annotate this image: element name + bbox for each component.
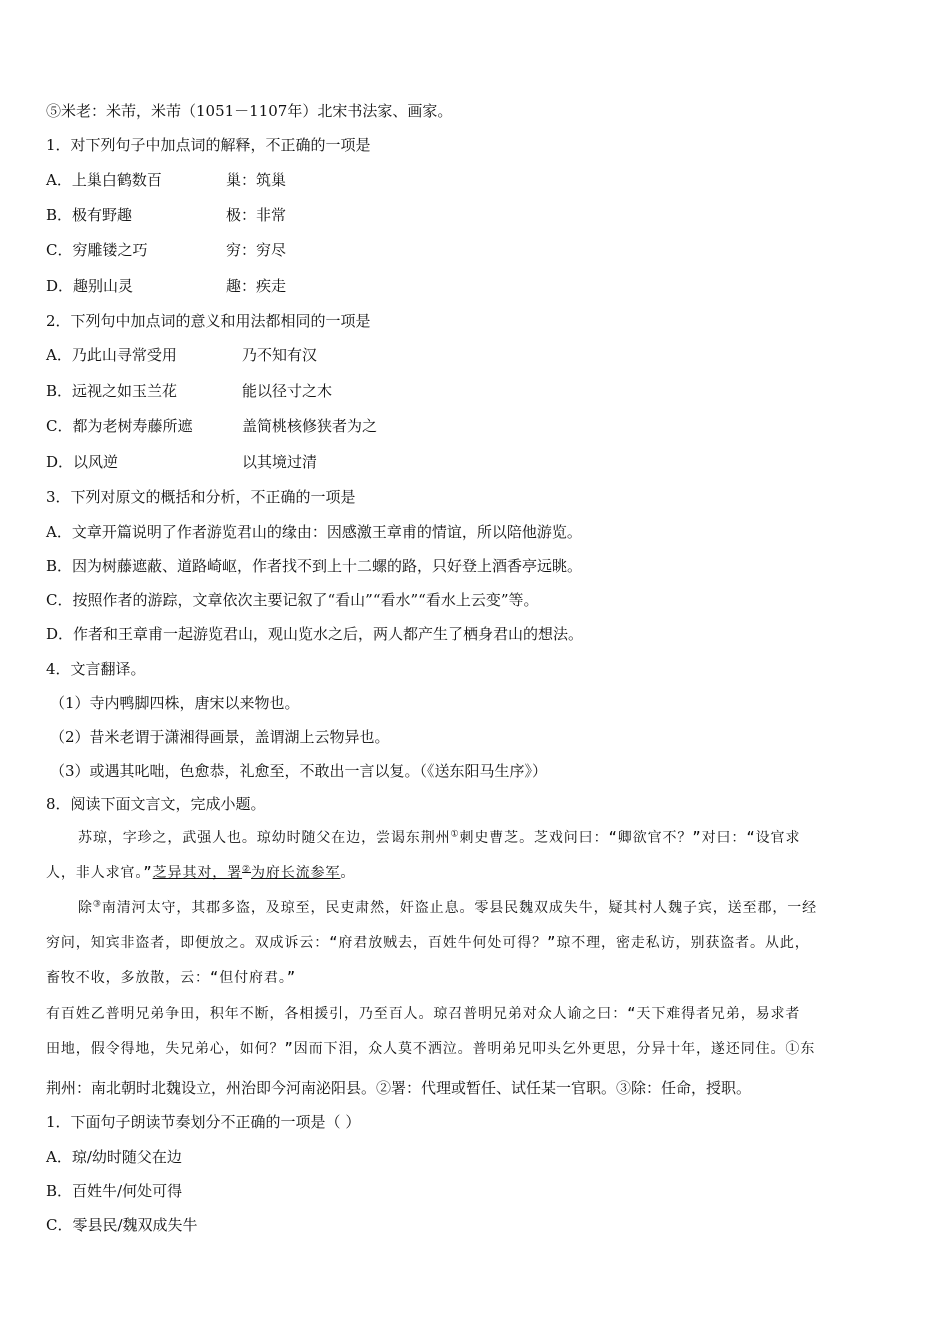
question-2-option-a-compare: 乃不知有汉: [242, 346, 318, 364]
question-1-option-a-explanation: 巢：筑巢: [226, 171, 287, 189]
passage-text: 刺史曹芝。芝戏问曰：“卿欲官不？”对曰：“设官求: [459, 830, 801, 846]
question-1-option-c-explanation: 穷：穷尽: [226, 241, 287, 259]
question-3-stem: 3．下列对原文的概括和分析，不正确的一项是: [46, 488, 356, 506]
passage-paragraph-1-line-1: [78, 828, 800, 848]
passage-paragraph-2-line-3: 畜牧不收，多放散，云：“但付府君。”: [46, 970, 297, 986]
reading-question-1-option-a: A．琼/幼时随父在边: [46, 1148, 182, 1166]
passage-text: 人，非人求官。”: [46, 865, 153, 881]
underlined-sentence: 为府长流参军: [251, 865, 341, 881]
question-2-stem: 2．下列句中加点词的意义和用法都相同的一项是: [46, 312, 371, 330]
reading-question-1-stem: 1．下面句子朗读节奏划分不正确的一项是（ ）: [46, 1113, 361, 1131]
question-3-option-b: B．因为树藤遮蔽、道路崎岖，作者找不到上十二螺的路，只好登上酒香亭远眺。: [46, 557, 583, 575]
question-1-option-d: D．趣别山灵: [46, 277, 134, 295]
question-2-option-d-compare: 以其境过清: [242, 453, 318, 471]
question-4-item-3: （3）或遇其叱咄，色愈恭，礼愈至，不敢出一言以复。（《送东阳马生序》）: [50, 762, 548, 780]
question-1-option-c: C．穷雕镂之巧: [46, 241, 148, 259]
question-2-option-b-compare: 能以径寸之木: [242, 382, 333, 400]
passage-text: 南清河太守，其郡多盗，及琼至，民吏肃然，奸盗止息。零县民魏双成失牛，疑其村人魏子宾，送至郡，一经: [101, 900, 818, 916]
question-3-option-d: D．作者和王章甫一起游览君山，观山览水之后，两人都产生了栖身君山的想法。: [46, 625, 584, 643]
reading-question-1-option-c: C．零县民/魏双成失牛: [46, 1216, 198, 1234]
question-1-option-b-explanation: 极：非常: [226, 206, 287, 224]
passage-footnotes: 荆州：南北朝时北魏设立，州治即今河南泌阳县。②署：代理或暂任、试任某一官职。③除：任命，授职。: [46, 1079, 752, 1097]
passage-text: 除: [78, 900, 93, 916]
question-1-option-a: A．上巢白鹤数百: [46, 171, 162, 189]
question-4-item-2: （2）昔米老谓于潇湘得画景，盖谓湖上云物异也。: [50, 728, 390, 746]
reading-question-1-option-b: B．百姓牛/何处可得: [46, 1182, 183, 1200]
question-3-option-a: A．文章开篇说明了作者游览君山的缘由：因感激王章甫的情谊，所以陪他游览。: [46, 523, 582, 541]
question-2-option-b: B．远视之如玉兰花: [46, 382, 178, 400]
footnote-marker-2: ②: [242, 864, 252, 875]
footnote-marker-3: ③: [92, 899, 102, 910]
passage-paragraph-2-line-1: [78, 898, 817, 918]
question-4-stem: 4．文言翻译。: [46, 660, 146, 678]
underlined-sentence: 芝异其对，署: [152, 865, 243, 881]
footnote-marker-1: ①: [450, 829, 460, 840]
passage-paragraph-3-line-2: 田地，假令得地，失兄弟心，如何？”因而下泪，众人莫不洒泣。普明弟兄叩头乞外更思，分异十年，遂还同住。①东: [46, 1041, 816, 1057]
question-4-item-1: （1）寺内鸭脚四株，唐宋以来物也。: [50, 694, 300, 712]
passage-paragraph-3-line-1: 有百姓乙普明兄弟争田，积年不断，各相援引，乃至百人。琼召普明兄弟对众人谕之曰：“天下难得者兄弟，易求者: [46, 1006, 801, 1022]
passage-text: 。: [340, 865, 356, 881]
question-2-option-c-compare: 盖简桃核修狭者为之: [242, 417, 378, 435]
passage-text: 苏琼，字珍之，武强人也。琼幼时随父在边，尝谒东荆州: [78, 830, 451, 846]
question-1-option-b: B．极有野趣: [46, 206, 133, 224]
question-2-option-d: D．以风逆: [46, 453, 119, 471]
section-8-heading: 8．阅读下面文言文，完成小题。: [46, 795, 266, 813]
question-3-option-c: C．按照作者的游踪，文章依次主要记叙了“看山”“看水”“看水上云变”等。: [46, 591, 539, 609]
question-2-option-c: C．都为老树寿藤所遮: [46, 417, 193, 435]
footnote-5: ⑤米老：米芾，米芾（1051－1107年）北宋书法家、画家。: [46, 102, 453, 120]
passage-paragraph-2-line-2: 穷问，知宾非盗者，即便放之。双成诉云：“府君放贼去，百姓牛何处可得？”琼不理，密走私访，别获盗者。从此，: [46, 935, 810, 951]
question-1-option-d-explanation: 趣：疾走: [226, 277, 287, 295]
passage-paragraph-1-line-2: [46, 863, 355, 883]
question-1-stem: 1．对下列句子中加点词的解释，不正确的一项是: [46, 136, 371, 154]
question-2-option-a: A．乃此山寻常受用: [46, 346, 177, 364]
